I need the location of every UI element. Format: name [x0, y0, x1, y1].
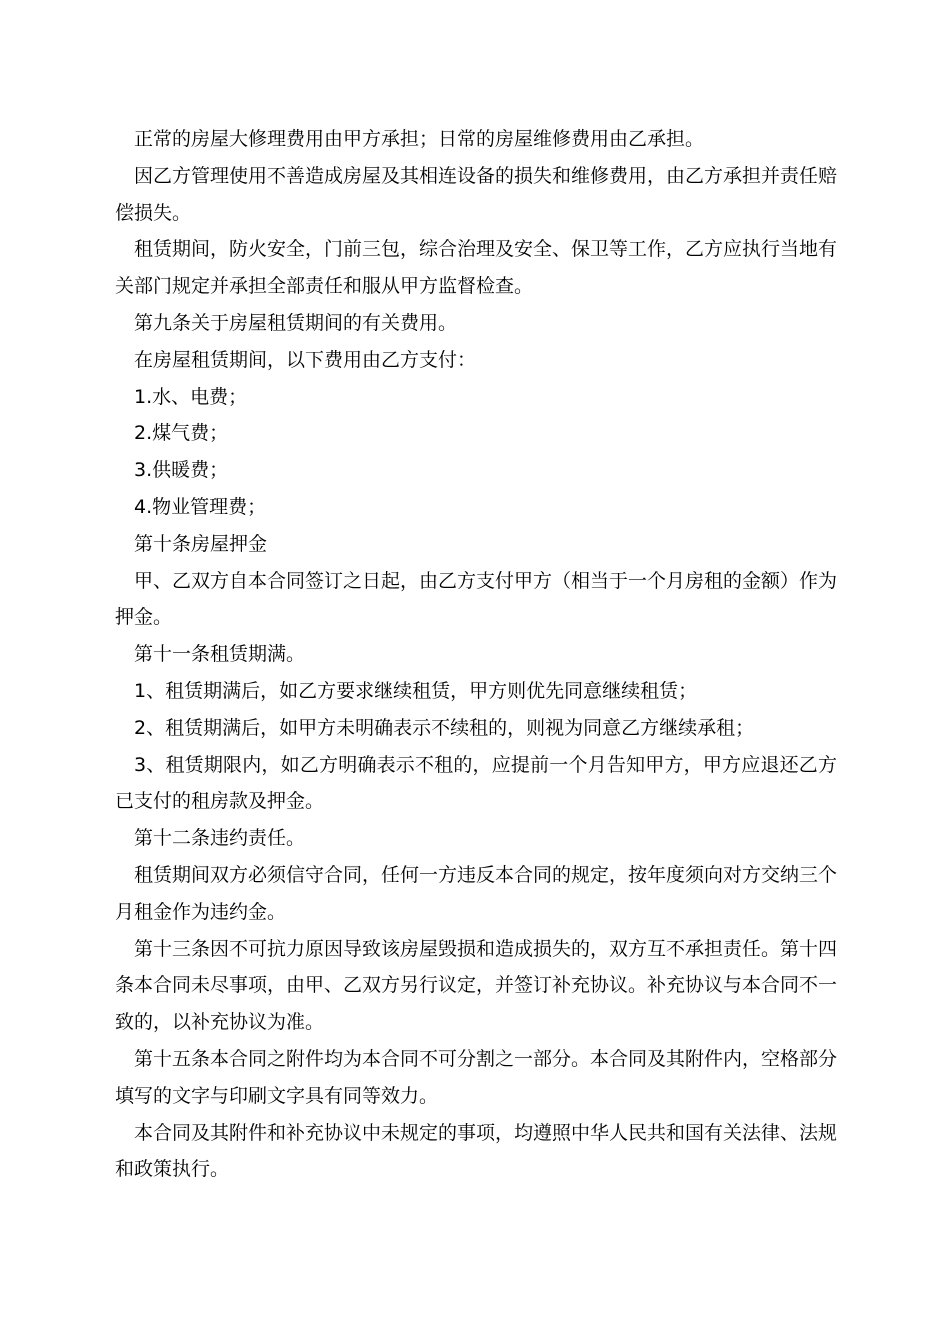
- paragraph-governing-law: 本合同及其附件和补充协议中未规定的事项，均遵照中华人民共和国有关法律、法规和政策执行。: [115, 1121, 838, 1181]
- paragraph-safety-duties: 租赁期间，防火安全，门前三包，综合治理及安全、保卫等工作，乙方应执行当地有关部门规定并承担全部责任和服从甲方监督检查。: [115, 238, 838, 298]
- list-item-expiry-1: 1、租赁期满后，如乙方要求继续租赁，甲方则优先同意继续租赁；: [134, 679, 698, 702]
- paragraph-repair-costs: 正常的房屋大修理费用由甲方承担；日常的房屋维修费用由乙承担。: [134, 128, 705, 150]
- list-item-fee-4: 4.物业管理费；: [134, 495, 267, 518]
- paragraph-breach-penalty: 租赁期间双方必须信守合同，任何一方违反本合同的规定，按年度须向对方交纳三个月租金作为违约金。: [115, 863, 838, 923]
- document-body: [115, 121, 837, 1188]
- paragraph-article-12-heading: 第十二条违约责任。: [134, 827, 306, 850]
- list-item-fee-2: 2.煤气费；: [134, 422, 229, 445]
- paragraph-article-10-heading: 第十条房屋押金: [134, 532, 268, 555]
- paragraph-article-15: 第十五条本合同之附件均为本合同不可分割之一部分。本合同及其附件内，空格部分填写的文字与印刷文字具有同等效力。: [115, 1047, 838, 1107]
- paragraph-article-13-14: 第十三条因不可抗力原因导致该房屋毁损和造成损失的，双方互不承担责任。第十四条本合同未尽事项，由甲、乙双方另行议定，并签订补充协议。补充协议与本合同不一致的，以补充协议为准。: [115, 937, 838, 1034]
- paragraph-damage-liability: 因乙方管理使用不善造成房屋及其相连设备的损失和维修费用，由乙方承担并责任赔偿损失。: [115, 164, 838, 224]
- list-item-fee-1: 1.水、电费；: [134, 385, 248, 408]
- paragraph-article-9-heading: 第九条关于房屋租赁期间的有关费用。: [134, 311, 458, 334]
- paragraph-deposit: 甲、乙双方自本合同签订之日起，由乙方支付甲方（相当于一个月房租的金额）作为押金。: [115, 569, 838, 629]
- list-item-fee-3: 3.供暖费；: [134, 459, 229, 482]
- list-item-expiry-2: 2、租赁期满后，如甲方未明确表示不续租的，则视为同意乙方继续承租；: [134, 716, 755, 739]
- list-item-expiry-3: 3、租赁期限内，如乙方明确表示不租的，应提前一个月告知甲方，甲方应退还乙方已支付的租房款及押金。: [115, 753, 837, 813]
- paragraph-article-11-heading: 第十一条租赁期满。: [134, 643, 306, 666]
- paragraph-fees-intro: 在房屋租赁期间，以下费用由乙方支付：: [134, 348, 477, 371]
